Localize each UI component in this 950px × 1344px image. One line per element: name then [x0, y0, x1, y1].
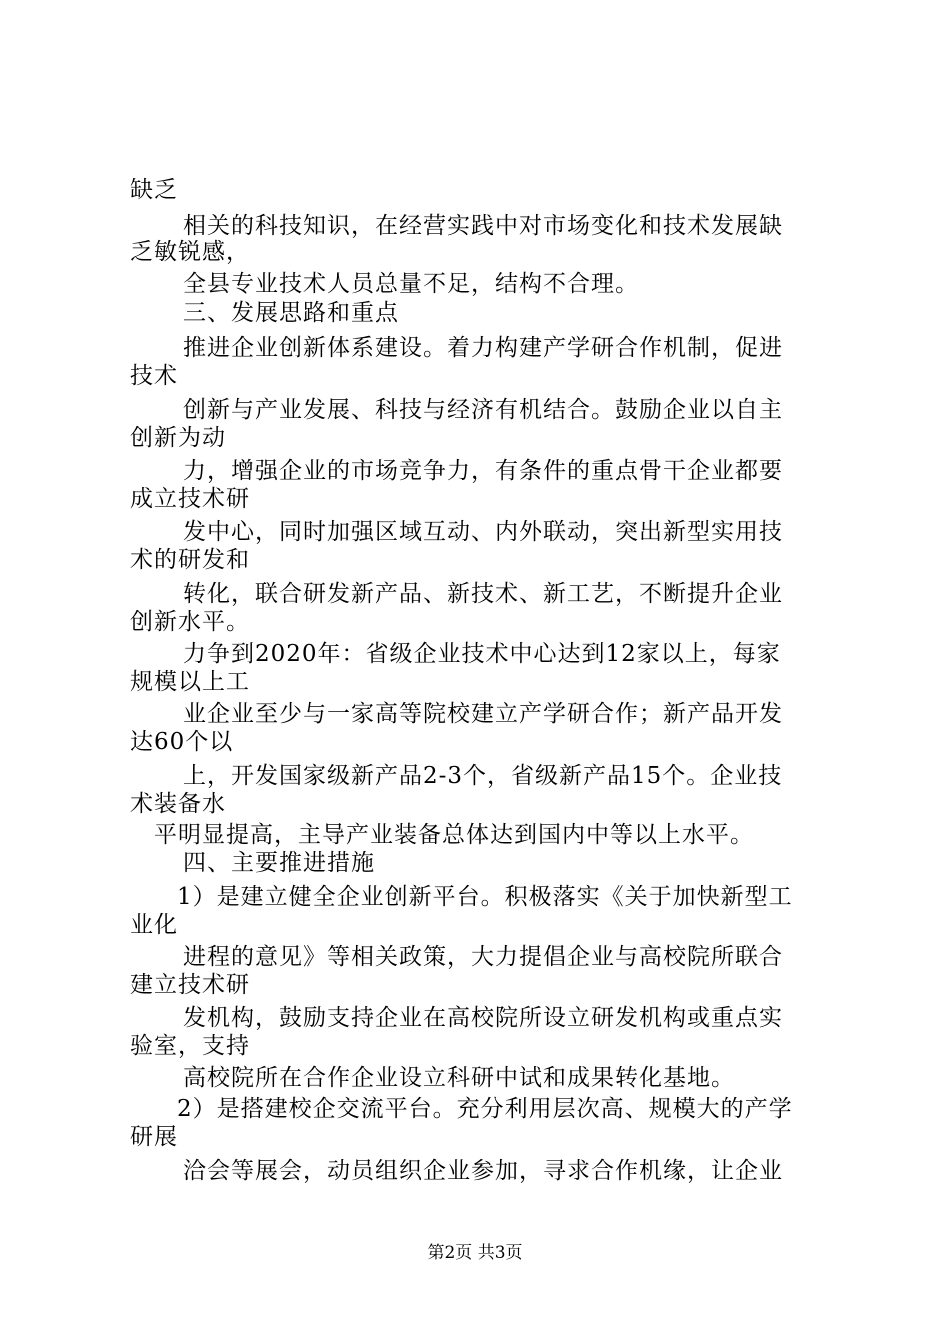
text-line: 术的研发和 — [130, 547, 250, 573]
text-line: 创新与产业发展、科技与经济有机结合。鼓励企业以自主 — [183, 397, 783, 423]
text-line: 力，增强企业的市场竞争力，有条件的重点骨干企业都要 — [183, 458, 783, 484]
text-line: 技术 — [130, 363, 178, 389]
text-line: 转化，联合研发新产品、新技术、新工艺，不断提升企业 — [183, 581, 783, 607]
text-line: 1）是建立健全企业创新平台。积极落实《关于加快新型工 — [177, 884, 793, 910]
section-heading: 三、发展思路和重点 — [183, 300, 399, 326]
text-line: 创新为动 — [130, 425, 226, 451]
text-line: 建立技术研 — [130, 972, 250, 998]
text-line: 2）是搭建校企交流平台。充分利用层次高、规模大的产学 — [177, 1096, 793, 1122]
text-line: 进程的意见》等相关政策，大力提倡企业与高校院所联合 — [183, 944, 783, 970]
text-line: 乏敏锐感， — [130, 239, 250, 265]
text-line: 达60个以 — [130, 729, 234, 755]
section-heading: 四、主要推进措施 — [183, 850, 375, 876]
text-line: 发机构，鼓励支持企业在高校院所设立研发机构或重点实 — [183, 1005, 783, 1031]
text-line: 创新水平。 — [130, 609, 250, 635]
text-line: 相关的科技知识，在经营实践中对市场变化和技术发展缺 — [183, 213, 783, 239]
text-line: 力争到2020年：省级企业技术中心达到12家以上，每家 — [183, 641, 781, 667]
text-line: 洽会等展会，动员组织企业参加，寻求合作机缘，让企业 — [183, 1158, 783, 1184]
text-line: 上，开发国家级新产品2-3个，省级新产品15个。企业技 — [183, 763, 783, 789]
text-line: 高校院所在合作企业设立科研中试和成果转化基地。 — [183, 1065, 735, 1091]
text-line: 缺乏 — [130, 177, 178, 203]
text-line: 研展 — [130, 1124, 178, 1150]
text-line: 规模以上工 — [130, 669, 250, 695]
text-line: 业企业至少与一家高等院校建立产学研合作；新产品开发 — [183, 701, 783, 727]
text-line: 成立技术研 — [130, 486, 250, 512]
text-line: 术装备水 — [130, 791, 226, 817]
page-number-footer: 第2页 共3页 — [427, 1243, 523, 1263]
text-line: 推进企业创新体系建设。着力构建产学研合作机制，促进 — [183, 335, 783, 361]
text-line: 全县专业技术人员总量不足，结构不合理。 — [183, 271, 639, 297]
text-line: 平明显提高，主导产业装备总体达到国内中等以上水平。 — [154, 822, 754, 848]
text-line: 发中心，同时加强区域互动、内外联动，突出新型实用技 — [183, 519, 783, 545]
text-line: 验室，支持 — [130, 1033, 250, 1059]
text-line: 业化 — [130, 912, 178, 938]
